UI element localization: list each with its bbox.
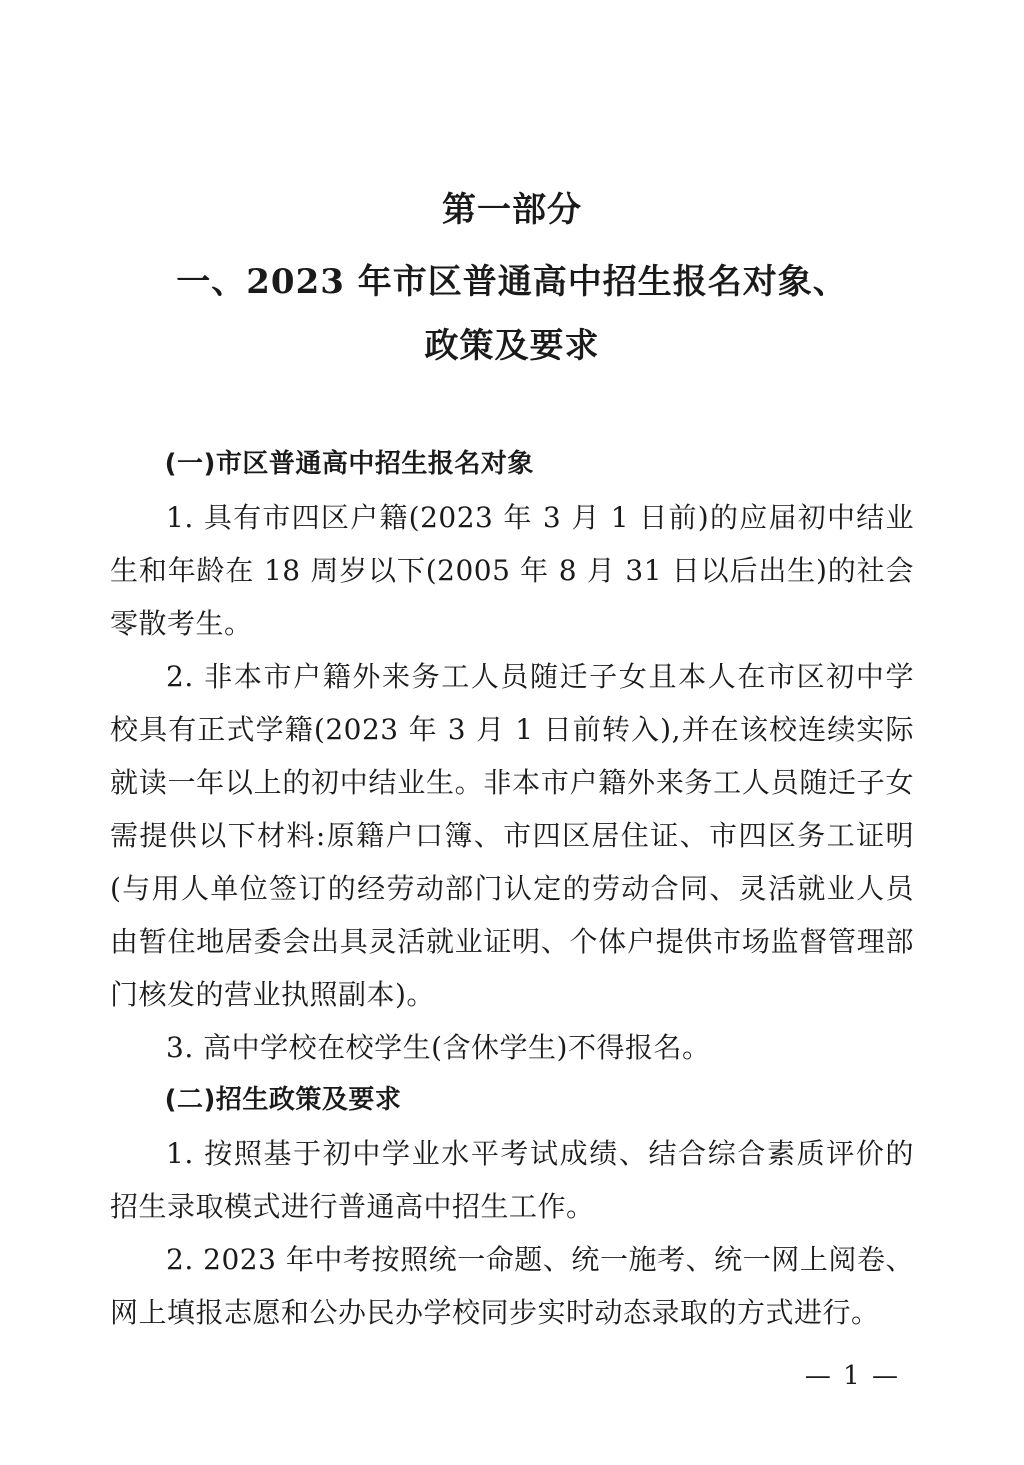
section-1-item-3: 3. 高中学校在校学生(含休学生)不得报名。 — [166, 1031, 711, 1064]
section-heading-2: (二)招生政策及要求 — [164, 1085, 402, 1115]
part-title: 第一部分 — [442, 190, 582, 230]
section-1-item-1: 1. 具有市四区户籍(2023 年 3 月 1 日前)的应届初中结业生和年龄在 18 周岁以下(2005 年 8 月 31 日以后出生)的社会零散考生。 — [110, 501, 914, 640]
document-body — [110, 438, 914, 1339]
section-2-item-2: 2. 2023 年中考按照统一命题、统一施考、统一网上阅卷、网上填报志愿和公办民办学校同步实时动态录取的方式进行。 — [110, 1243, 914, 1329]
section-heading-1: (一)市区普通高中招生报名对象 — [164, 449, 534, 479]
section-2-item-1: 1. 按照基于初中学业水平考试成绩、结合综合素质评价的招生录取模式进行普通高中招生工作。 — [110, 1137, 914, 1223]
page-number: — 1 — — [804, 1361, 900, 1391]
section-1-item-2: 2. 非本市户籍外来务工人员随迁子女且本人在市区初中学校具有正式学籍(2023 年 3 月 1 日前转入),并在该校连续实际就读一年以上的初中结业生。非本市户籍外来务工人员随迁子女需提供以下材料:原籍户口簿、市四区居住证、市四区务工证明(与用人单位签订的经劳动部门认定的劳动合同、灵活就业人员由暂住地居委会出具灵活就业证明、个体户提供市场监督管理部门核发的营业执照副本)。 — [110, 660, 914, 1011]
main-title-line-2: 政策及要求 — [424, 326, 600, 366]
main-title-line-1: 一、2023 年市区普通高中招生报名对象、 — [176, 262, 848, 302]
